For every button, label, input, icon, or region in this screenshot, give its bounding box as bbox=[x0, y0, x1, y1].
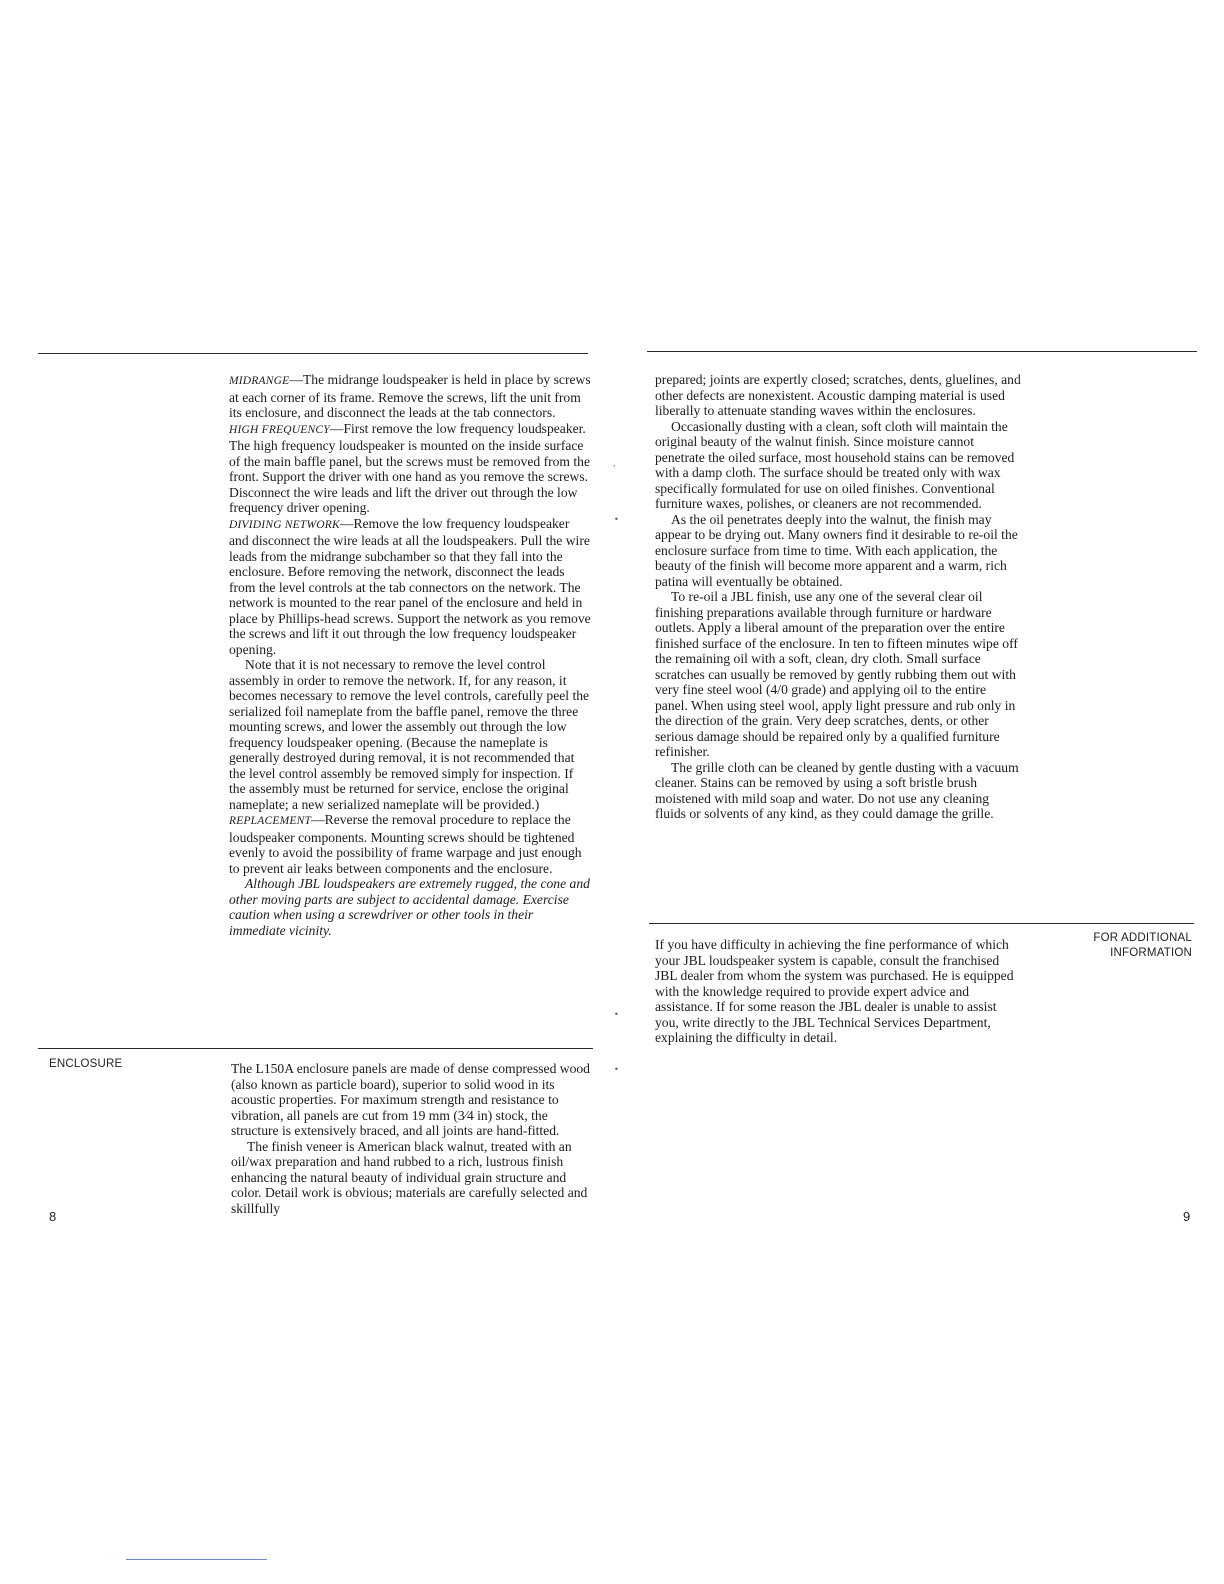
high-frequency-paragraph: HIGH FREQUENCY—First remove the low frequency loudspeaker. The high frequency loudspeaker is mounted on the inside surface of the main baffle panel, but the screws must be removed from the front. Support the driver with one hand as you remove the screws. Disconnect the wire leads and lift the driver out through the low frequency driver opening. bbox=[229, 420, 591, 515]
enclosure-cont-paragraph-3: As the oil penetrates deeply into the walnut, the finish may appear to be drying out. Many owners find it desirable to re-oil the enclosure surface from time to time. With each application, the beauty of the finish will become more apparent and a warm, rich patina will eventually be obtained. bbox=[655, 511, 1018, 589]
additional-info-rule bbox=[649, 923, 1194, 924]
additional-info-column bbox=[655, 937, 1021, 1046]
enclosure-paragraph-2: The finish veneer is American black walnut, treated with an oil/wax preparation and hand rubbed to a rich, lustrous finish enhancing the natural beauty of individual grain structure and color. Detail work is obvious; materials are carefully selected and skillfully bbox=[231, 1138, 588, 1216]
gutter-mark: • bbox=[614, 1010, 619, 1019]
enclosure-cont-paragraph-2: Occasionally dusting with a clean, soft cloth will maintain the original beauty of the walnut finish. Since moisture cannot penetrate the oiled surface, most household stains can be removed with a damp cloth. The surface should be treated only with wax specifically formulated for use on oiled finishes. Conventional furniture waxes, polishes, or cleaners are not recommended. bbox=[655, 418, 1015, 511]
page-number-left: 8 bbox=[49, 1209, 57, 1224]
additional-info-text: If you have difficulty in achieving the fine performance of which your JBL loudspeaker system is capable, consult the franchised JBL dealer from whom the system was purchased. He is equipped with the knowledge required to provide expert advice and assistance. If for some reason the JBL dealer is unable to assist you, write directly to the JBL Technical Services Department, explaining the difficulty in detail. bbox=[655, 937, 1014, 1045]
high-frequency-lead: HIGH FREQUENCY bbox=[229, 423, 330, 436]
gutter-mark: , bbox=[613, 459, 616, 468]
top-rule-right bbox=[647, 351, 1197, 352]
enclosure-heading: ENCLOSURE bbox=[49, 1058, 123, 1070]
level-control-note: Note that it is not necessary to remove the level control assembly in order to remove the network. If, for any reason, it becomes necessary to remove the level controls, carefully peel the serialized foil nameplate from the baffle panel, remove the three mounting screws, and lower the assembly out through the low frequency loudspeaker opening. (Because the nameplate is generally destroyed during removal, it is not recommended that the level control assembly be removed simply for inspection. If the assembly must be returned for service, enclose the original nameplate; a new serialized nameplate will be provided.) bbox=[229, 657, 590, 812]
enclosure-column bbox=[231, 1061, 593, 1216]
caution-note: Although JBL loudspeakers are extremely rugged, the cone and other moving parts are subject to accidental damage. Exercise caution when using a screwdriver or other tools in their immediate vicinity. bbox=[229, 876, 590, 938]
enclosure-cont-paragraph-1: prepared; joints are expertly closed; scratches, dents, gluelines, and other defects are nonexistent. Acoustic damping material is used liberally to attenuate standing waves within the enclosures. bbox=[655, 372, 1021, 418]
enclosure-continued-column bbox=[655, 372, 1021, 822]
replacement-paragraph: REPLACEMENT—Reverse the removal procedure to replace the loudspeaker components. Mounting screws should be tightened evenly to avoid the possibility of frame warpage and just enough to prevent air leaks between components and the enclosure. bbox=[229, 812, 582, 876]
gutter-mark: • bbox=[614, 1065, 619, 1074]
top-rule-left bbox=[38, 353, 588, 354]
gutter-mark: • bbox=[614, 515, 619, 524]
dividing-network-paragraph: DIVIDING NETWORK—Remove the low frequency loudspeaker and disconnect the wire leads at all the loudspeakers. Pull the wire leads from the midrange subchamber so that they fall into the enclosure. Before removing the network, disconnect the leads from the level controls at the tab connectors on the network. The network is mounted to the rear panel of the enclosure and held in place by Phillips-head screws. Support the network as you remove the screws and lift it out through the low frequency loudspeaker opening. bbox=[229, 515, 591, 657]
page-number-right: 9 bbox=[1183, 1209, 1191, 1224]
service-column bbox=[229, 372, 591, 938]
enclosure-rule bbox=[38, 1048, 593, 1049]
replacement-lead: REPLACEMENT bbox=[229, 815, 312, 827]
additional-info-heading: FOR ADDITIONAL INFORMATION bbox=[1093, 932, 1192, 959]
dividing-network-lead: DIVIDING NETWORK bbox=[229, 518, 340, 531]
enclosure-cont-paragraph-5: The grille cloth can be cleaned by gentle dusting with a vacuum cleaner. Stains can be removed by using a soft bristle brush moistened with mild soap and water. Do not use any cleaning fluids or solvents of any kind, as they could damage the grille. bbox=[655, 759, 1019, 821]
bottom-decorative-line bbox=[126, 1559, 267, 1560]
enclosure-cont-paragraph-4: To re-oil a JBL finish, use any one of the several clear oil finishing preparations available through furniture or hardware outlets. Apply a liberal amount of the preparation over the entire finished surface of the enclosure. In ten to fifteen minutes wipe off the remaining oil with a soft, clean, dry cloth. Small surface scratches can usually be removed by gently rubbing them out with very fine steel wool (4/0 grade) and applying oil to the entire panel. When using steel wool, apply light pressure and rub only in the direction of the grain. Very deep scratches, dents, or other serious damage should be repaired only by a qualified furniture refinisher. bbox=[655, 589, 1018, 759]
enclosure-paragraph-1: The L150A enclosure panels are made of dense compressed wood (also known as particle board), superior to solid wood in its acoustic properties. For maximum strength and resistance to vibration, all panels are cut from 19 mm (3⁄4 in) stock, the structure is extensively braced, and all joints are hand-fitted. bbox=[231, 1061, 590, 1138]
midrange-lead: MIDRANGE bbox=[229, 375, 290, 387]
midrange-paragraph: MIDRANGE—The midrange loudspeaker is held in place by screws at each corner of its frame. Remove the screws, lift the unit from its enclosure, and disconnect the leads at the tab connectors. bbox=[229, 372, 591, 420]
